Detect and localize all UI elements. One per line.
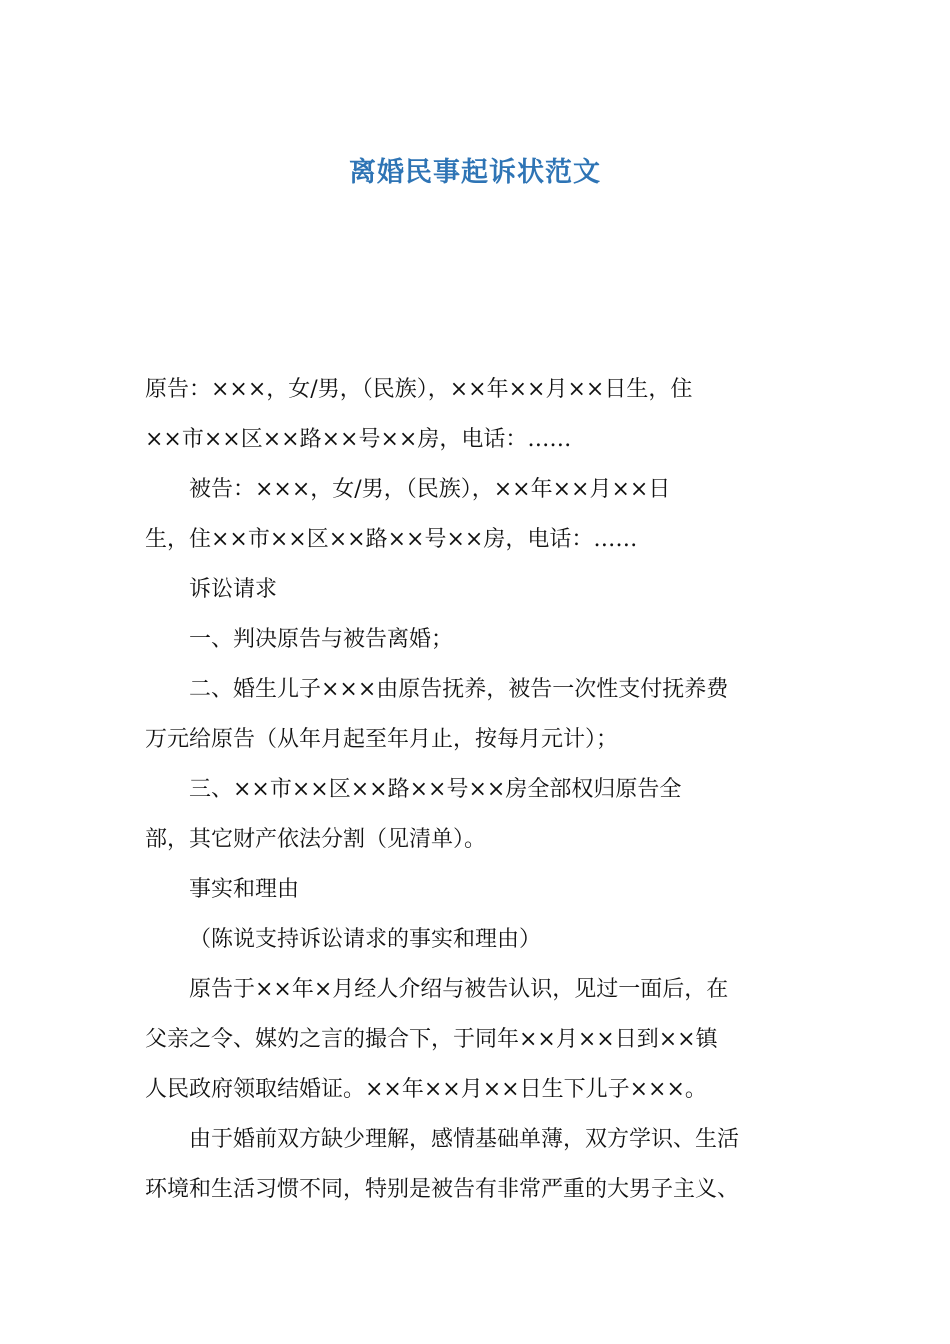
text-line: 事实和理由 bbox=[189, 877, 300, 902]
text-line: 被告：×××，女/男，（民族），××年××月××日 bbox=[189, 477, 671, 502]
text-line: 生，住××市××区××路××号××房，电话：…… bbox=[145, 527, 638, 552]
text-line: （陈说支持诉讼请求的事实和理由） bbox=[189, 927, 542, 952]
text-line: 部，其它财产依法分割（见清单）。 bbox=[145, 827, 487, 852]
text-line: 一、判决原告与被告离婚； bbox=[189, 627, 454, 652]
text-line: 诉讼请求 bbox=[189, 577, 278, 602]
text-line: 由于婚前双方缺少理解，感情基础单薄，双方学识、生活 bbox=[189, 1127, 740, 1152]
text-line: 三、××市××区××路××号××房全部权归原告全 bbox=[189, 777, 682, 802]
text-line: 环境和生活习惯不同，特别是被告有非常严重的大男子主义、 bbox=[145, 1177, 740, 1202]
section-heading-facts bbox=[145, 865, 805, 915]
text-line: 万元给原告（从年月起至年月止，按每月元计）； bbox=[145, 727, 619, 752]
facts-paragraph-1 bbox=[145, 965, 805, 1115]
claim-item-3 bbox=[145, 765, 805, 865]
text-line: 原告于××年×月经人介绍与被告认识，见过一面后，在 bbox=[189, 977, 729, 1002]
text-line: 二、婚生儿子×××由原告抚养，被告一次性支付抚养费 bbox=[189, 677, 729, 702]
claim-item-1 bbox=[145, 615, 805, 665]
text-line: ××市××区××路××号××房，电话：…… bbox=[145, 427, 572, 452]
document-body bbox=[145, 365, 805, 1215]
section-heading-claims bbox=[145, 565, 805, 615]
text-line: 人民政府领取结婚证。××年××月××日生下儿子×××。 bbox=[145, 1077, 707, 1102]
document-title: 离婚民事起诉状范文 bbox=[349, 157, 601, 188]
paragraph-defendant bbox=[145, 465, 805, 565]
facts-paragraph-2 bbox=[145, 1115, 805, 1215]
claim-item-2 bbox=[145, 665, 805, 765]
text-line: 原告：×××，女/男，（民族），××年××月××日生，住 bbox=[145, 377, 693, 402]
facts-note bbox=[145, 915, 805, 965]
paragraph-plaintiff bbox=[145, 365, 805, 465]
text-line: 父亲之令、媒妁之言的撮合下，于同年××月××日到××镇 bbox=[145, 1027, 718, 1052]
